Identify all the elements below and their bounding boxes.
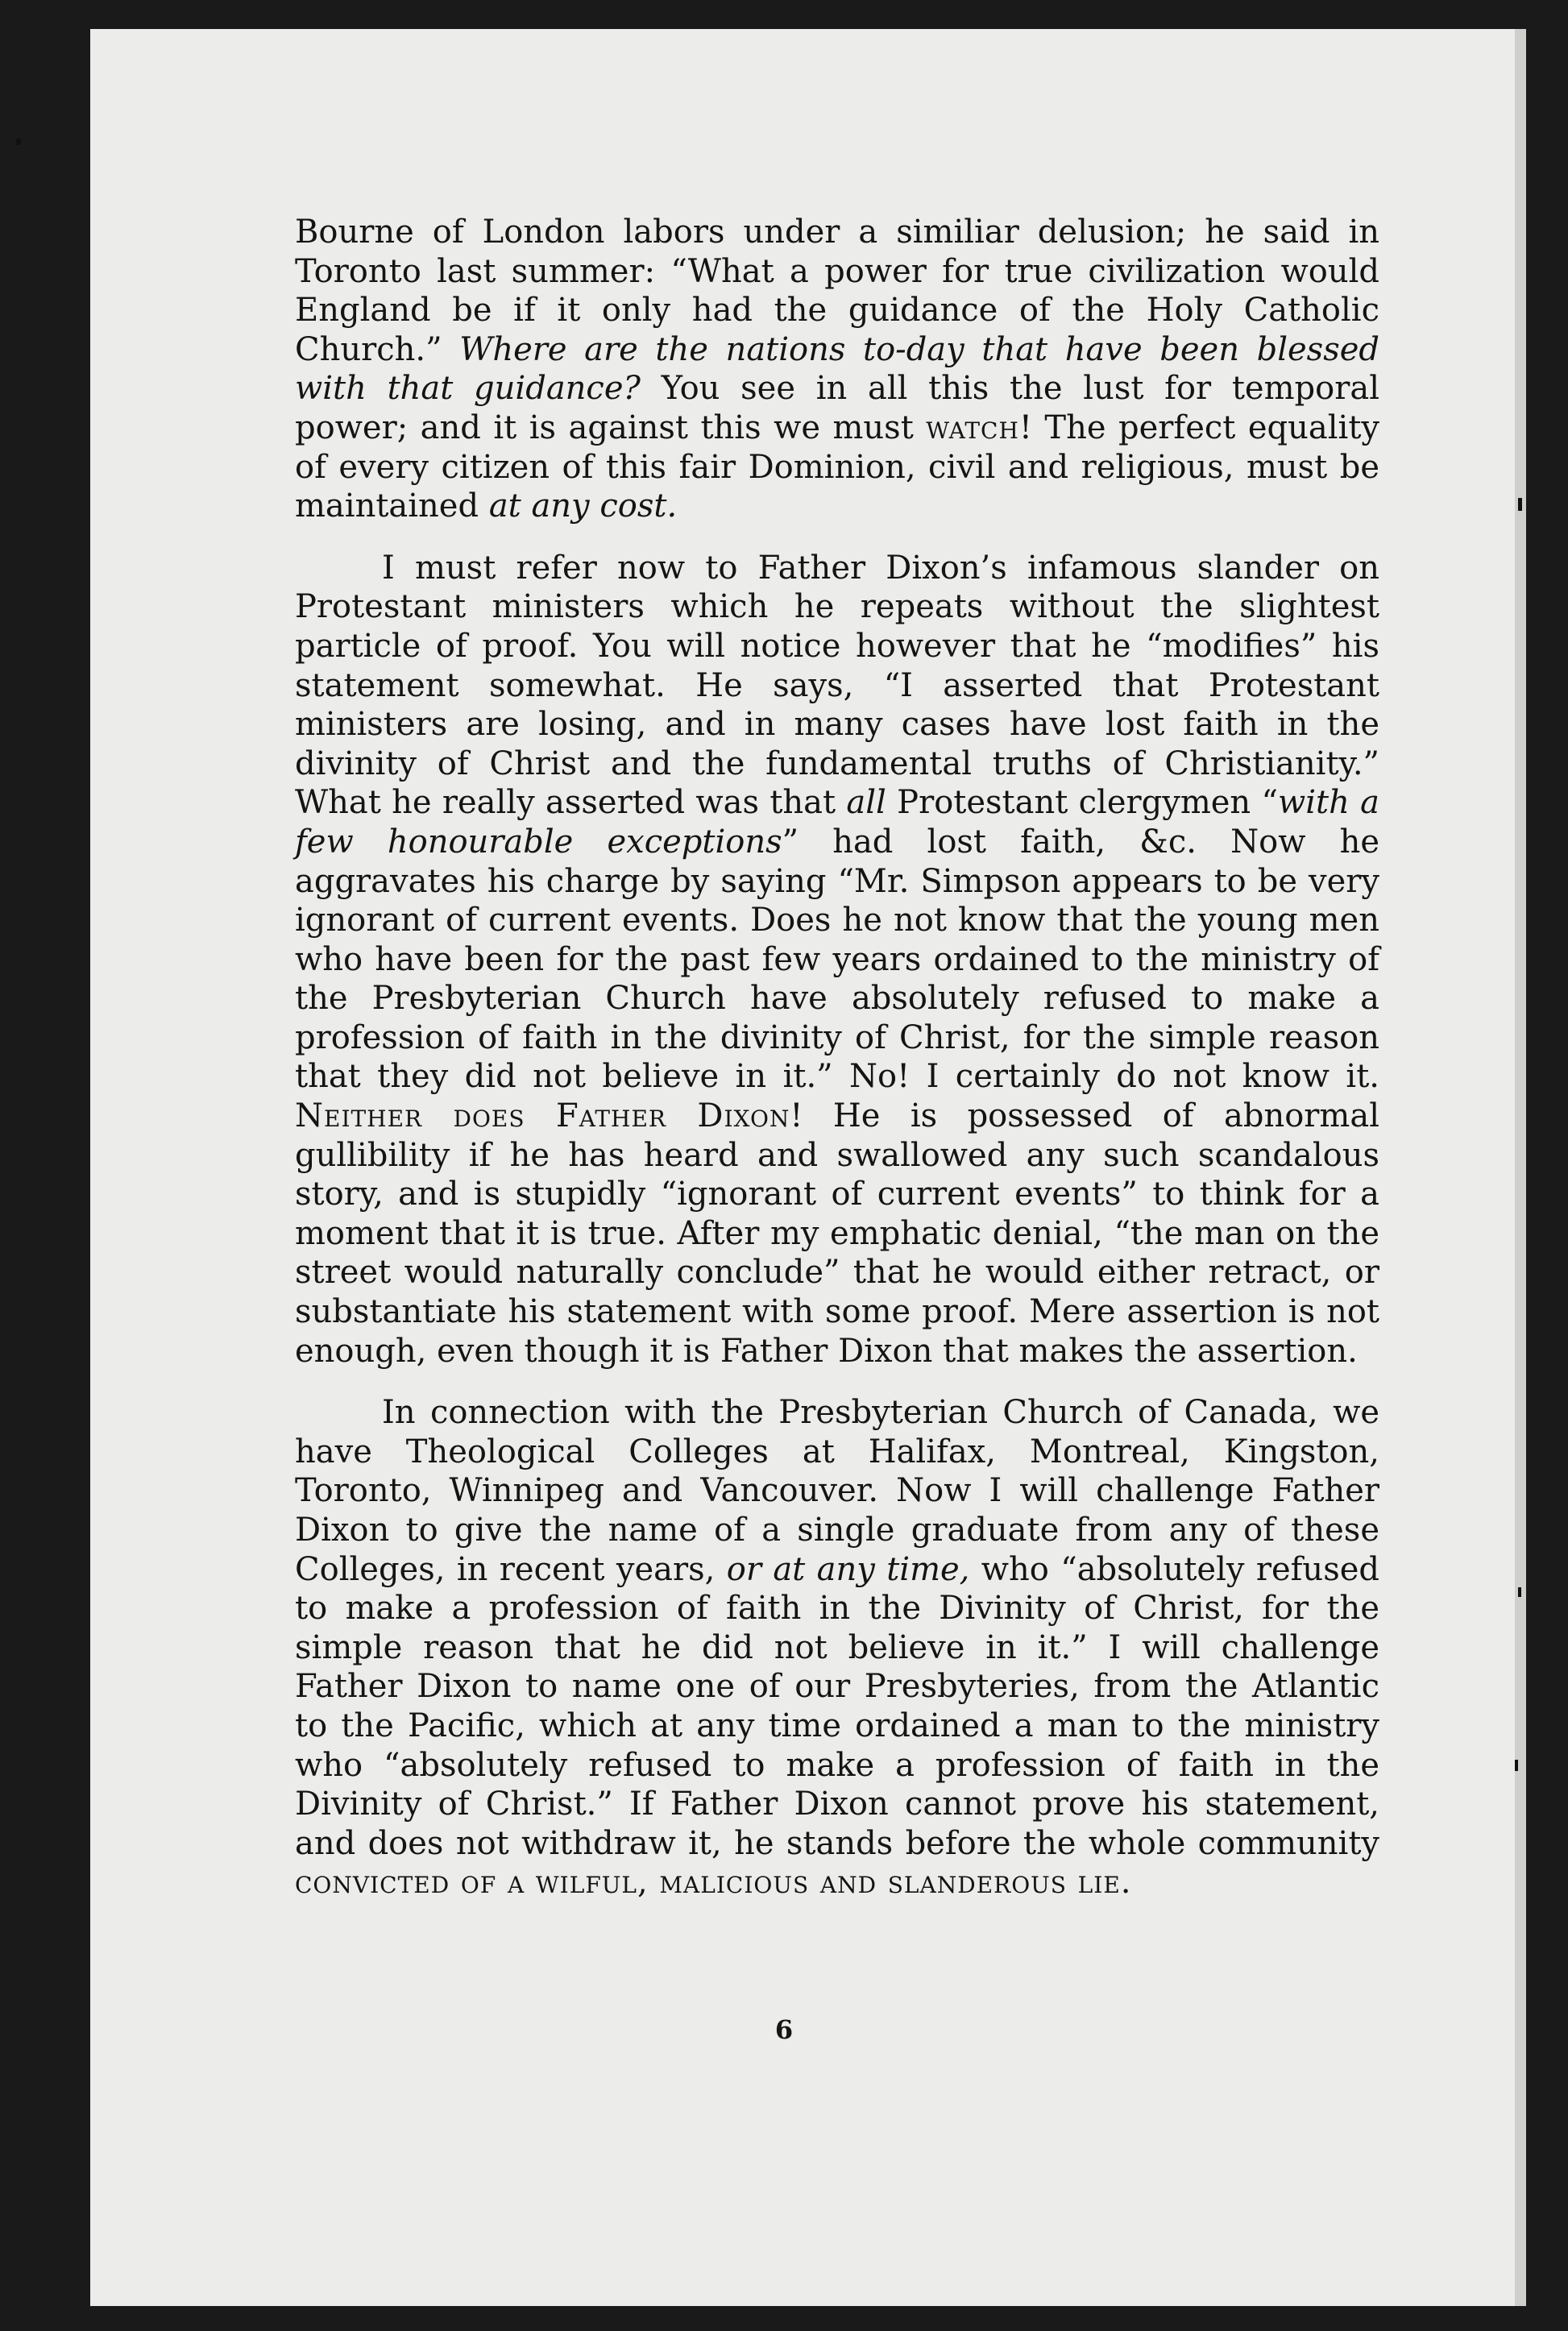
paragraph-1-segment: Bourne of London labors under a similiar delusion; he said in Toronto last summer: “What a power for true civilization would England be if it only had the guidance of the Holy Catholic Church.”	[295, 214, 1379, 368]
paragraph-2-segment: Protestant clergymen “	[886, 784, 1278, 822]
scan-speck	[16, 139, 21, 145]
paragraph-2	[295, 549, 1379, 1371]
paragraph-1-segment: You see in all this the lust for temporal power; and it is against this we must	[295, 370, 1379, 446]
paragraph-3-segment: who “absolutely refused to make a profession of faith in the Divinity of Christ, for the simple reason that he did not believe in it.” I will challenge Father Dixon to name one of our Presbyteries, from the Atlantic to the Pacific, which at any time ordained a man to the ministry who “absolutely refused to make a profession of faith in the Divinity of Christ.” If Father Dixon cannot prove his statement, and does not withdraw it, he stands before the whole community	[295, 1550, 1380, 1862]
paragraph-2-italic: all	[846, 784, 886, 822]
scan-speck	[1518, 1587, 1521, 1597]
paragraph-1-italic: at any cost.	[488, 487, 678, 525]
paragraph-3-smallcaps: convicted of a wilful, malicious and slanderous lie.	[295, 1864, 1132, 1902]
paragraph-3	[295, 1393, 1379, 1902]
paragraph-1-italic: Where are the nations to-day that have been blessed with that guidance?	[295, 330, 1379, 408]
body-text	[295, 213, 1379, 1902]
paragraph-2-segment: I must refer now to Father Dixon’s infamous slander on Protestant ministers which he repeats without the slightest particle of proof. You will notice however that he “modifies” his statement somewhat. He says, “I asserted that Protestant ministers are losing, and in many cases have lost faith in the divinity of Christ and the fundamental truths of Christianity.” What he really asserted was that	[295, 549, 1379, 822]
paragraph-2-smallcaps: Neither does Father Dixon	[295, 1097, 790, 1135]
page-number: 6	[774, 2014, 794, 2045]
paragraph-2-segment: ! He is possessed of abnormal gullibility if he has heard and swallowed any such scandalous story, and is stupidly “ignorant of current events” to think for a moment that it is true. After my emphatic denial, “the man on the street would naturally conclude” that he would either retract, or substantiate his statement with some proof. Mere assertion is not enough, even though it is Father Dixon that makes the assertion.	[295, 1097, 1379, 1370]
paragraph-2-italic: with a few honourable exceptions	[295, 784, 1380, 861]
paragraph-1	[295, 213, 1379, 526]
paragraph-2-segment: ” had lost faith, &c. Now he aggravates his charge by saying “Mr. Simpson appears to be very ignorant of current events. Does he not know that the young men who have been for the past few years ordained to the ministry of the Presbyterian Church have absolutely refused to make a profession of faith in the divinity of Christ, for the simple reason that they did not believe in it.” No! I certainly do not know it.	[295, 823, 1379, 1096]
paragraph-1-smallcaps: watch	[926, 409, 1019, 446]
page-edge	[1515, 29, 1526, 2306]
scan-speck	[1518, 498, 1522, 511]
paragraph-3-segment: In connection with the Presbyterian Church of Canada, we have Theological Colleges at Halifax, Montreal, Kingston, Toronto, Winnipeg and Vancouver. Now I will challenge Father Dixon to give the name of a single graduate from any of these Colleges, in recent years,	[295, 1394, 1379, 1588]
paragraph-3-italic: or at any time,	[726, 1550, 970, 1588]
scan-speck	[1515, 1760, 1518, 1771]
paragraph-1-segment: ! The perfect equality of every citizen of this fair Dominion, civil and religious, must be maintained	[295, 409, 1380, 525]
